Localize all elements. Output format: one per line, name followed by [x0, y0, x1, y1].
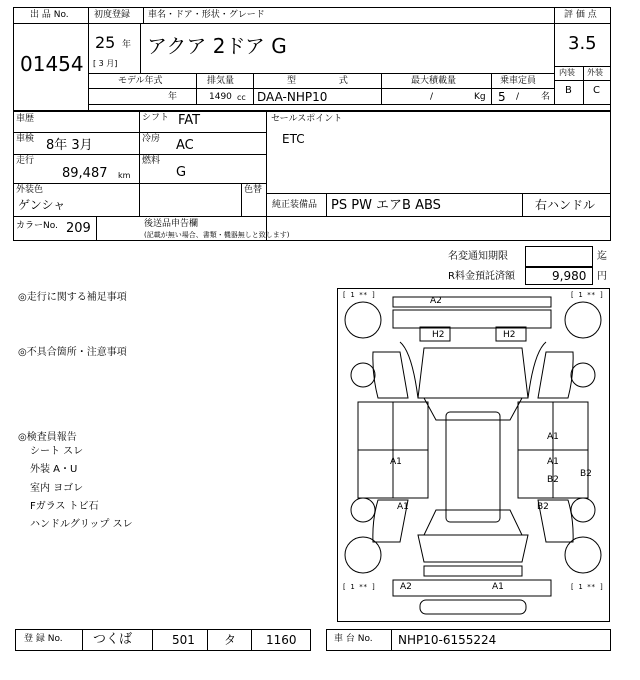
divider [152, 629, 153, 651]
fuel-value: G [176, 165, 187, 180]
displacement-unit: cc [237, 93, 246, 102]
recycle-label: R料金預託済額 [448, 271, 515, 282]
recycle-value: 9,980 [552, 269, 587, 283]
type-value: DAA-NHP10 [257, 90, 328, 104]
recycle-unit: 円 [597, 271, 607, 282]
defects-notes-title: ◎不具合箇所・注意事項 [18, 347, 127, 358]
docs-note: (記載が無い場合、書類・機器無しと致します) [144, 231, 290, 239]
sales-label: セールスポイント [271, 114, 343, 124]
interior-label: 内装 [559, 68, 575, 77]
driving-notes-title: ◎走行に関する補足事項 [18, 292, 127, 303]
shift-value: FAT [178, 113, 201, 128]
model-year-label: モデル年式 [118, 76, 163, 86]
first-reg-year-unit: 年 [122, 40, 132, 50]
fuel-label: 燃料 [142, 156, 161, 166]
divider [251, 629, 252, 651]
damage-mark: H2 [432, 330, 445, 340]
first-reg-month: [ 3 月] [93, 59, 118, 68]
mileage-unit: km [118, 171, 131, 180]
registration-region: つくば [93, 632, 133, 647]
max-load-sep: / [430, 92, 434, 102]
exterior-grade: C [593, 85, 600, 96]
report-line: Fガラス トビ石 [30, 501, 99, 512]
capacity-sep: / [516, 92, 520, 102]
lot-number: 01454 [20, 52, 84, 76]
divider [82, 629, 83, 651]
steering-value: 右ハンドル [535, 198, 596, 212]
inspector-report-title: ◎検査員報告 [18, 432, 77, 443]
report-line: シート スレ [30, 446, 84, 457]
damage-mark: A1 [547, 457, 559, 467]
grade-label: 評 価 点 [564, 10, 597, 20]
history-label: 車歴 [16, 114, 35, 124]
damage-mark: A2 [400, 582, 412, 592]
name-change-unit: 迄 [597, 251, 607, 262]
first-reg-label: 初度登録 [94, 10, 131, 20]
registration-class: 501 [172, 633, 195, 647]
shift-label: シフト [142, 113, 170, 123]
wheel-label: [ 1 ** ] [570, 583, 604, 591]
displacement-label: 排気量 [207, 76, 235, 86]
damage-mark: A1 [397, 502, 409, 512]
damage-mark: A1 [547, 432, 559, 442]
chassis-value: NHP10-6155224 [398, 633, 497, 647]
max-load-label: 最大積載量 [411, 76, 457, 86]
equipment-label: 純正装備品 [272, 200, 318, 210]
ac-value: AC [176, 138, 194, 153]
inspection-label: 車検 [16, 134, 35, 144]
wheel-label: [ 1 ** ] [570, 291, 604, 299]
report-line: 室内 ヨゴレ [30, 483, 84, 494]
color-value: ゲンシャ [18, 198, 66, 212]
interior-grade: B [565, 85, 572, 96]
mileage-label: 走行 [16, 156, 35, 166]
max-load-unit: Kg [474, 92, 486, 102]
color-no-label: カラーNo. [16, 221, 58, 231]
damage-mark: B2 [547, 475, 559, 485]
sales-value: ETC [282, 132, 305, 146]
capacity-unit: 名 [541, 92, 551, 102]
divider [391, 629, 392, 651]
damage-mark: A2 [430, 296, 442, 306]
capacity-label: 乗車定員 [500, 76, 537, 86]
registration-number: 1160 [266, 633, 297, 647]
damage-mark: B2 [580, 469, 592, 479]
registration-label: 登 録 No. [24, 634, 63, 644]
wheel-label: [ 1 ** ] [342, 583, 376, 591]
inspection-value: 8年 3月 [46, 138, 93, 153]
color-change-label: 色替 [244, 185, 263, 195]
color-label: 外装色 [16, 185, 44, 195]
type-label: 型 式 [287, 76, 348, 86]
registration-kana: タ [224, 633, 237, 647]
car-name: アクア 2ドア G [147, 34, 287, 58]
displacement-value: 1490 [209, 92, 232, 102]
divider [207, 629, 208, 651]
model-year-unit: 年 [168, 92, 178, 102]
report-line: 外装 A・U [30, 464, 78, 475]
chassis-label: 車 台 No. [334, 634, 373, 644]
damage-mark: A1 [390, 457, 402, 467]
wheel-label: [ 1 ** ] [342, 291, 376, 299]
ac-label: 冷房 [142, 134, 161, 144]
mileage-value: 89,487 [62, 166, 108, 181]
equipment-value: PS PW エアB ABS [331, 198, 441, 213]
color-no-value: 209 [66, 221, 91, 236]
damage-mark: A1 [492, 582, 504, 592]
first-reg-year: 25 [95, 33, 116, 52]
exterior-label: 外装 [587, 68, 603, 77]
grade-value: 3.5 [568, 33, 597, 54]
car-name-label: 車名・ドア・形状・グレード [148, 10, 265, 20]
damage-mark: H2 [503, 330, 516, 340]
damage-mark: B2 [537, 502, 549, 512]
capacity-value: 5 [498, 90, 506, 104]
report-line: ハンドルグリップ スレ [30, 519, 133, 530]
docs-label: 後送品申告欄 [144, 219, 199, 229]
name-change-label: 名変通知期限 [448, 251, 508, 262]
lot-label: 出 品 No. [30, 10, 69, 20]
